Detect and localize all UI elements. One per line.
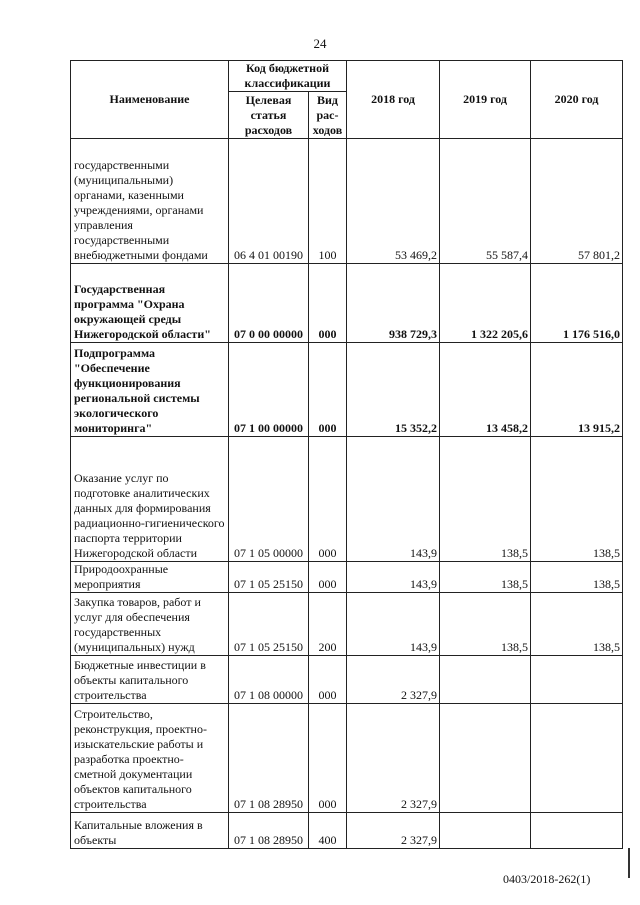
table-row	[71, 139, 623, 264]
row-expense-type: 400	[309, 813, 347, 849]
header-year-2020: 2020 год	[531, 61, 623, 139]
row-value-2018: 143,9	[347, 437, 440, 562]
row-expense-type: 000	[309, 264, 347, 343]
row-value-2020	[531, 813, 623, 849]
row-value-2018: 15 352,2	[347, 343, 440, 437]
table-body	[71, 139, 623, 849]
row-name: Природоохранные мероприятия	[71, 562, 229, 593]
header-year-2018: 2018 год	[347, 61, 440, 139]
row-value-2020: 138,5	[531, 593, 623, 656]
scan-edge-mark	[628, 848, 630, 878]
row-expense-type: 200	[309, 593, 347, 656]
header-expense-type: Вид рас-ходов	[309, 92, 347, 139]
row-expense-type: 000	[309, 343, 347, 437]
row-target-article: 07 1 05 25150	[229, 593, 309, 656]
table-row	[71, 704, 623, 813]
row-name: Бюджетные инвестиции в объекты капитального строительства	[71, 656, 229, 704]
table-row	[71, 562, 623, 593]
row-target-article: 07 1 08 00000	[229, 656, 309, 704]
row-target-article: 07 1 00 00000	[229, 343, 309, 437]
row-value-2019	[440, 656, 531, 704]
row-value-2018: 2 327,9	[347, 813, 440, 849]
row-target-article: 07 0 00 00000	[229, 264, 309, 343]
row-value-2019	[440, 704, 531, 813]
row-value-2020: 138,5	[531, 437, 623, 562]
row-target-article: 07 1 05 00000	[229, 437, 309, 562]
row-value-2020	[531, 656, 623, 704]
row-value-2019: 138,5	[440, 593, 531, 656]
budget-table	[70, 60, 623, 849]
table-row	[71, 656, 623, 704]
row-value-2019: 1 322 205,6	[440, 264, 531, 343]
table-row	[71, 264, 623, 343]
header-target-article: Целевая статья расходов	[229, 92, 309, 139]
row-value-2018: 2 327,9	[347, 704, 440, 813]
row-name: Оказание услуг по подготовке аналитических данных для формирования радиационно-гигиенического паспорта территории Нижегородской области	[71, 437, 229, 562]
row-name: Строительство, реконструкция, проектно-изыскательские работы и разработка проектно-сметной документации объектов капитального строительства	[71, 704, 229, 813]
row-value-2020: 1 176 516,0	[531, 264, 623, 343]
row-expense-type: 000	[309, 656, 347, 704]
row-value-2019: 138,5	[440, 437, 531, 562]
row-value-2018: 143,9	[347, 562, 440, 593]
header-name: Наименование	[71, 61, 229, 139]
row-name: Капитальные вложения в объекты	[71, 813, 229, 849]
header-year-2019: 2019 год	[440, 61, 531, 139]
row-value-2020: 57 801,2	[531, 139, 623, 264]
row-target-article: 06 4 01 00190	[229, 139, 309, 264]
page-number: 24	[313, 36, 327, 51]
row-value-2019: 138,5	[440, 562, 531, 593]
row-value-2019: 13 458,2	[440, 343, 531, 437]
row-name: государственными (муниципальными) органами, казенными учреждениями, органами управления государственными внебюджетными фондами	[71, 139, 229, 264]
row-value-2020	[531, 704, 623, 813]
row-expense-type: 000	[309, 437, 347, 562]
row-expense-type: 000	[309, 562, 347, 593]
row-value-2020: 138,5	[531, 562, 623, 593]
row-value-2019	[440, 813, 531, 849]
row-value-2018: 143,9	[347, 593, 440, 656]
row-value-2018: 53 469,2	[347, 139, 440, 264]
row-value-2018: 2 327,9	[347, 656, 440, 704]
row-target-article: 07 1 05 25150	[229, 562, 309, 593]
table-row	[71, 813, 623, 849]
row-target-article: 07 1 08 28950	[229, 704, 309, 813]
row-expense-type: 000	[309, 704, 347, 813]
row-value-2018: 938 729,3	[347, 264, 440, 343]
row-value-2019: 55 587,4	[440, 139, 531, 264]
document-code: 0403/2018-262(1)	[503, 872, 591, 886]
row-name: Закупка товаров, работ и услуг для обеспечения государственных (муниципальных) нужд	[71, 593, 229, 656]
table-row	[71, 437, 623, 562]
table-row	[71, 343, 623, 437]
row-name: Государственная программа "Охрана окружающей среды Нижегородской области"	[71, 264, 229, 343]
table-row	[71, 593, 623, 656]
row-name: Подпрограмма "Обеспечение функционирования региональной системы экологического мониторинга"	[71, 343, 229, 437]
row-expense-type: 100	[309, 139, 347, 264]
row-value-2020: 13 915,2	[531, 343, 623, 437]
row-target-article: 07 1 08 28950	[229, 813, 309, 849]
header-code-group: Код бюджетной классификации	[229, 61, 347, 92]
